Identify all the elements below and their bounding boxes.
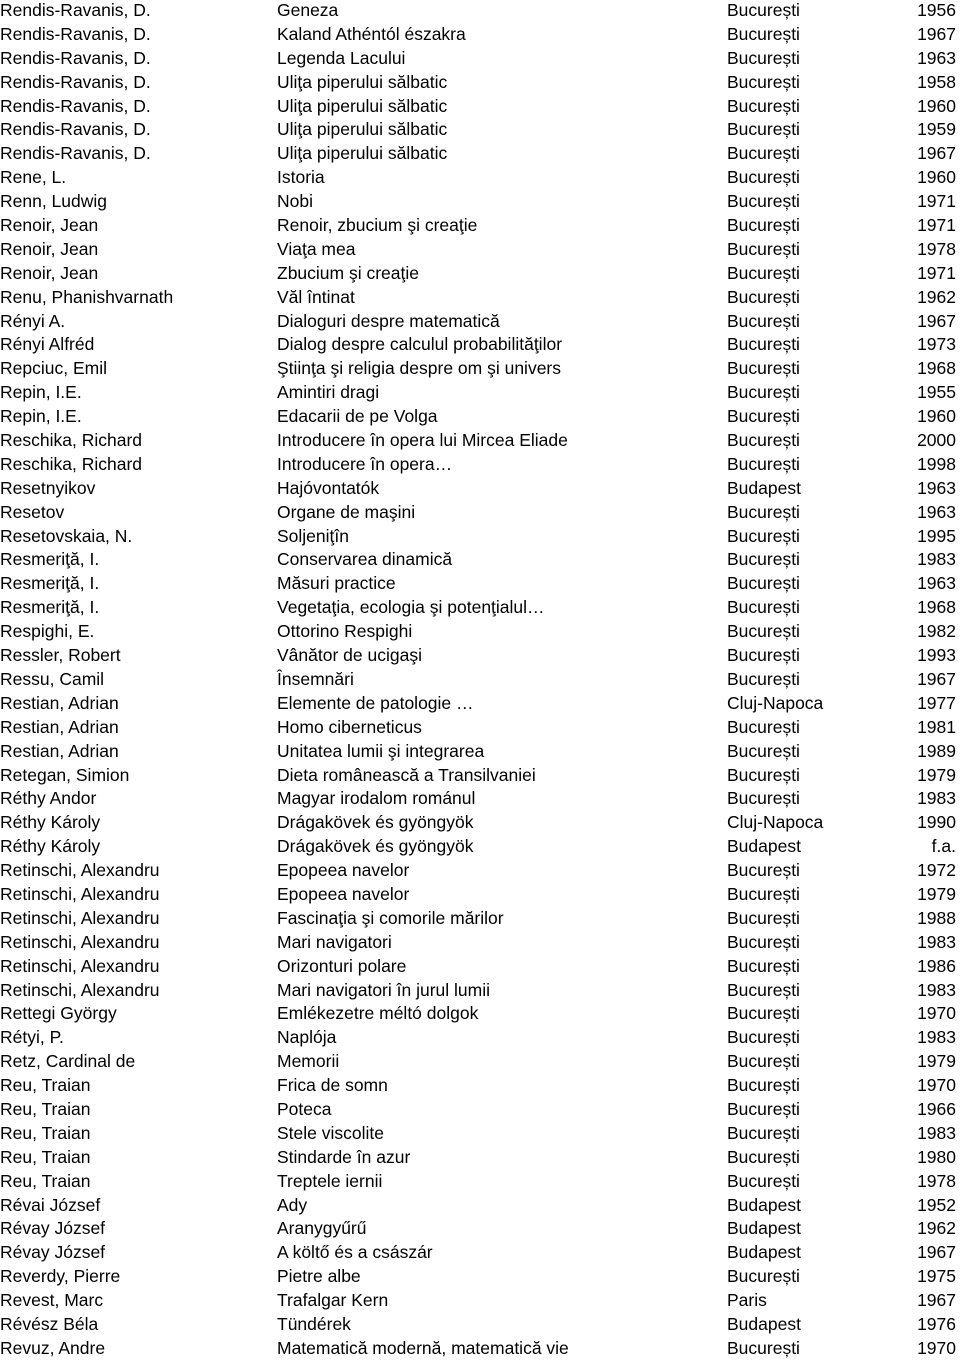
year-cell: 1983 xyxy=(917,931,956,952)
year-cell: 1963 xyxy=(917,47,956,68)
title-cell: Uliţa piperului sălbatic xyxy=(277,95,448,116)
city-cell: București xyxy=(727,645,800,666)
title-cell: Dialog despre calculul probabilităţilor xyxy=(277,334,563,355)
year-cell: 1967 xyxy=(917,1242,956,1263)
title-cell: Soljeniţîn xyxy=(277,525,349,546)
year-cell: 1955 xyxy=(917,382,956,403)
title-cell: Geneza xyxy=(277,0,339,20)
year-cell: 1960 xyxy=(917,167,956,188)
table-row xyxy=(0,765,960,789)
author-cell: Révai József xyxy=(0,1194,101,1215)
title-cell: Edacarii de pe Volga xyxy=(277,406,438,427)
author-cell: Resmeriţă, I. xyxy=(0,549,100,570)
author-cell: Revest, Marc xyxy=(0,1290,104,1311)
author-cell: Retinschi, Alexandru xyxy=(0,907,160,928)
city-cell: București xyxy=(727,1003,800,1024)
author-cell: Rétyi, P. xyxy=(0,1027,64,1048)
author-cell: Reverdy, Pierre xyxy=(0,1266,121,1287)
author-cell: Renu, Phanishvarnath xyxy=(0,286,174,307)
title-cell: Kaland Athéntól északra xyxy=(277,23,466,44)
title-cell: Ştiinţa şi religia despre om şi univers xyxy=(277,358,562,379)
title-cell: Pietre albe xyxy=(277,1266,361,1287)
table-row xyxy=(0,96,960,120)
city-cell: Paris xyxy=(727,1290,767,1311)
city-cell: București xyxy=(727,1027,800,1048)
table-row xyxy=(0,932,960,956)
city-cell: București xyxy=(727,1098,800,1119)
author-cell: Renoir, Jean xyxy=(0,238,99,259)
author-cell: Respighi, E. xyxy=(0,621,95,642)
title-cell: Homo ciberneticus xyxy=(277,716,422,737)
year-cell: 1979 xyxy=(917,1051,956,1072)
title-cell: Elemente de patologie … xyxy=(277,692,474,713)
title-cell: Nobi xyxy=(277,191,313,212)
title-cell: Amintiri dragi xyxy=(277,382,380,403)
author-cell: Resetovskaia, N. xyxy=(0,525,133,546)
author-cell: Reu, Traian xyxy=(0,1075,91,1096)
city-cell: Cluj-Napoca xyxy=(727,812,824,833)
city-cell: București xyxy=(727,95,800,116)
table-row xyxy=(0,430,960,454)
title-cell: Introducere în opera… xyxy=(277,453,453,474)
author-cell: Ressler, Robert xyxy=(0,645,121,666)
city-cell: București xyxy=(727,71,800,92)
table-row xyxy=(0,287,960,311)
year-cell: 1979 xyxy=(917,764,956,785)
author-cell: Révay József xyxy=(0,1242,106,1263)
table-row xyxy=(0,24,960,48)
author-cell: Resmeriţă, I. xyxy=(0,573,100,594)
table-row xyxy=(0,884,960,908)
table-row xyxy=(0,1099,960,1123)
year-cell: 1979 xyxy=(917,883,956,904)
author-cell: Resetov xyxy=(0,501,65,522)
table-row xyxy=(0,119,960,143)
title-cell: Trafalgar Kern xyxy=(277,1290,389,1311)
author-cell: Restian, Adrian xyxy=(0,716,119,737)
city-cell: București xyxy=(727,286,800,307)
title-cell: Drágakövek és gyöngyök xyxy=(277,836,474,857)
table-row xyxy=(0,334,960,358)
author-cell: Renn, Ludwig xyxy=(0,191,108,212)
year-cell: 1959 xyxy=(917,119,956,140)
year-cell: 1968 xyxy=(917,358,956,379)
city-cell: București xyxy=(727,119,800,140)
year-cell: 1967 xyxy=(917,23,956,44)
title-cell: Vegetaţia, ecologia şi potenţialul… xyxy=(277,597,545,618)
author-cell: Repciuc, Emil xyxy=(0,358,107,379)
title-cell: Legenda Lacului xyxy=(277,47,406,68)
table-row xyxy=(0,478,960,502)
year-cell: 1973 xyxy=(917,334,956,355)
table-row xyxy=(0,1003,960,1027)
year-cell: 1981 xyxy=(917,716,956,737)
year-cell: 1977 xyxy=(917,692,956,713)
year-cell: 1983 xyxy=(917,788,956,809)
title-cell: Introducere în opera lui Mircea Eliade xyxy=(277,430,568,451)
table-row xyxy=(0,1075,960,1099)
city-cell: București xyxy=(727,764,800,785)
table-row xyxy=(0,526,960,550)
author-cell: Reu, Traian xyxy=(0,1098,91,1119)
title-cell: Vânător de ucigaşi xyxy=(277,645,422,666)
city-cell: București xyxy=(727,668,800,689)
table-row xyxy=(0,741,960,765)
table-row xyxy=(0,1123,960,1147)
year-cell: 1962 xyxy=(917,286,956,307)
author-cell: Rényi Alfréd xyxy=(0,334,95,355)
title-cell: Dieta românească a Transilvaniei xyxy=(277,764,536,785)
city-cell: București xyxy=(727,860,800,881)
title-cell: Treptele iernii xyxy=(277,1170,383,1191)
city-cell: București xyxy=(727,47,800,68)
city-cell: București xyxy=(727,931,800,952)
table-row xyxy=(0,621,960,645)
title-cell: A költő és a császár xyxy=(277,1242,433,1263)
year-cell: 1960 xyxy=(917,406,956,427)
title-cell: Măsuri practice xyxy=(277,573,396,594)
author-cell: Rendis-Ravanis, D. xyxy=(0,71,151,92)
table-row xyxy=(0,645,960,669)
author-cell: Retinschi, Alexandru xyxy=(0,860,160,881)
title-cell: Frica de somn xyxy=(277,1075,388,1096)
author-cell: Rendis-Ravanis, D. xyxy=(0,47,151,68)
table-row xyxy=(0,239,960,263)
author-cell: Rendis-Ravanis, D. xyxy=(0,119,151,140)
author-cell: Rettegi György xyxy=(0,1003,117,1024)
city-cell: București xyxy=(727,310,800,331)
city-cell: București xyxy=(727,621,800,642)
year-cell: 1993 xyxy=(917,645,956,666)
author-cell: Reu, Traian xyxy=(0,1122,91,1143)
title-cell: Aranygyűrű xyxy=(277,1218,367,1239)
city-cell: București xyxy=(727,788,800,809)
table-row xyxy=(0,311,960,335)
table-row xyxy=(0,597,960,621)
year-cell: 1990 xyxy=(917,812,956,833)
city-cell: București xyxy=(727,955,800,976)
year-cell: f.a. xyxy=(931,836,956,857)
city-cell: București xyxy=(727,1051,800,1072)
title-cell: Uliţa piperului sălbatic xyxy=(277,119,448,140)
table-row xyxy=(0,263,960,287)
author-cell: Révay József xyxy=(0,1218,106,1239)
city-cell: București xyxy=(727,0,800,20)
table-row xyxy=(0,167,960,191)
city-cell: București xyxy=(727,716,800,737)
title-cell: Mari navigatori xyxy=(277,931,392,952)
year-cell: 1963 xyxy=(917,501,956,522)
author-cell: Retinschi, Alexandru xyxy=(0,955,160,976)
year-cell: 1988 xyxy=(917,907,956,928)
title-cell: Magyar irodalom románul xyxy=(277,788,476,809)
city-cell: București xyxy=(727,597,800,618)
table-row xyxy=(0,812,960,836)
city-cell: Budapest xyxy=(727,1242,801,1263)
author-cell: Retegan, Simion xyxy=(0,764,130,785)
city-cell: București xyxy=(727,1170,800,1191)
author-cell: Restian, Adrian xyxy=(0,740,119,761)
table-row xyxy=(0,1314,960,1338)
author-cell: Rendis-Ravanis, D. xyxy=(0,23,151,44)
table-row xyxy=(0,48,960,72)
year-cell: 1967 xyxy=(917,143,956,164)
city-cell: București xyxy=(727,191,800,212)
author-cell: Retinschi, Alexandru xyxy=(0,931,160,952)
title-cell: Istoria xyxy=(277,167,325,188)
year-cell: 1963 xyxy=(917,477,956,498)
author-cell: Reu, Traian xyxy=(0,1146,91,1167)
table-row xyxy=(0,1338,960,1362)
year-cell: 2000 xyxy=(917,430,956,451)
city-cell: București xyxy=(727,573,800,594)
year-cell: 1983 xyxy=(917,979,956,1000)
author-cell: Rényi A. xyxy=(0,310,66,331)
city-cell: București xyxy=(727,358,800,379)
city-cell: Budapest xyxy=(727,1218,801,1239)
title-cell: Uliţa piperului sălbatic xyxy=(277,143,448,164)
city-cell: Budapest xyxy=(727,836,801,857)
table-row xyxy=(0,1266,960,1290)
table-row xyxy=(0,1051,960,1075)
table-row xyxy=(0,358,960,382)
author-cell: Reschika, Richard xyxy=(0,453,142,474)
table-row xyxy=(0,406,960,430)
author-cell: Renoir, Jean xyxy=(0,215,99,236)
title-cell: Unitatea lumii şi integrarea xyxy=(277,740,485,761)
city-cell: Budapest xyxy=(727,1194,801,1215)
city-cell: Budapest xyxy=(727,477,801,498)
year-cell: 1970 xyxy=(917,1003,956,1024)
title-cell: Hajóvontatók xyxy=(277,477,380,498)
city-cell: București xyxy=(727,215,800,236)
author-cell: Resmeriţă, I. xyxy=(0,597,100,618)
table-row xyxy=(0,573,960,597)
year-cell: 1983 xyxy=(917,549,956,570)
year-cell: 1971 xyxy=(917,191,956,212)
table-row xyxy=(0,1290,960,1314)
year-cell: 1980 xyxy=(917,1146,956,1167)
title-cell: Renoir, zbucium şi creaţie xyxy=(277,215,478,236)
table-row xyxy=(0,549,960,573)
city-cell: București xyxy=(727,883,800,904)
table-row xyxy=(0,788,960,812)
table-row xyxy=(0,980,960,1004)
author-cell: Restian, Adrian xyxy=(0,692,119,713)
city-cell: București xyxy=(727,406,800,427)
title-cell: Epopeea navelor xyxy=(277,860,410,881)
title-cell: Matematică modernă, matematică vie xyxy=(277,1337,569,1358)
year-cell: 1983 xyxy=(917,1122,956,1143)
author-cell: Repin, I.E. xyxy=(0,382,82,403)
author-cell: Rendis-Ravanis, D. xyxy=(0,95,151,116)
author-cell: Reschika, Richard xyxy=(0,430,142,451)
title-cell: Uliţa piperului sălbatic xyxy=(277,71,448,92)
year-cell: 1963 xyxy=(917,573,956,594)
city-cell: București xyxy=(727,143,800,164)
title-cell: Însemnări xyxy=(277,668,354,689)
year-cell: 1986 xyxy=(917,955,956,976)
title-cell: Ottorino Respighi xyxy=(277,621,413,642)
title-cell: Văl întinat xyxy=(277,286,355,307)
city-cell: București xyxy=(727,740,800,761)
table-row xyxy=(0,836,960,860)
author-cell: Repin, I.E. xyxy=(0,406,82,427)
year-cell: 1976 xyxy=(917,1313,956,1334)
table-row xyxy=(0,0,960,24)
author-cell: Revuz, Andre xyxy=(0,1337,106,1358)
table-row xyxy=(0,502,960,526)
table-row xyxy=(0,1171,960,1195)
year-cell: 1989 xyxy=(917,740,956,761)
city-cell: București xyxy=(727,1146,800,1167)
table-row xyxy=(0,1218,960,1242)
year-cell: 1956 xyxy=(917,0,956,20)
author-cell: Rene, L. xyxy=(0,167,67,188)
title-cell: Memorii xyxy=(277,1051,340,1072)
title-cell: Naplója xyxy=(277,1027,337,1048)
city-cell: București xyxy=(727,453,800,474)
title-cell: Orizonturi polare xyxy=(277,955,407,976)
city-cell: București xyxy=(727,1122,800,1143)
year-cell: 1982 xyxy=(917,621,956,642)
table-row xyxy=(0,1195,960,1219)
table-row xyxy=(0,1027,960,1051)
year-cell: 1971 xyxy=(917,262,956,283)
author-cell: Rendis-Ravanis, D. xyxy=(0,143,151,164)
year-cell: 1962 xyxy=(917,1218,956,1239)
city-cell: Budapest xyxy=(727,1313,801,1334)
city-cell: București xyxy=(727,979,800,1000)
title-cell: Drágakövek és gyöngyök xyxy=(277,812,474,833)
year-cell: 1998 xyxy=(917,453,956,474)
year-cell: 1958 xyxy=(917,71,956,92)
city-cell: București xyxy=(727,167,800,188)
year-cell: 1967 xyxy=(917,1290,956,1311)
year-cell: 1970 xyxy=(917,1337,956,1358)
title-cell: Poteca xyxy=(277,1098,332,1119)
table-row xyxy=(0,1242,960,1266)
author-cell: Resetnyikov xyxy=(0,477,96,498)
table-row xyxy=(0,693,960,717)
title-cell: Zbucium şi creaţie xyxy=(277,262,419,283)
city-cell: București xyxy=(727,262,800,283)
table-row xyxy=(0,956,960,980)
city-cell: București xyxy=(727,1337,800,1358)
year-cell: 1967 xyxy=(917,668,956,689)
city-cell: Cluj-Napoca xyxy=(727,692,824,713)
title-cell: Epopeea navelor xyxy=(277,883,410,904)
author-cell: Révész Béla xyxy=(0,1313,99,1334)
city-cell: București xyxy=(727,334,800,355)
table-row xyxy=(0,143,960,167)
title-cell: Tündérek xyxy=(277,1313,351,1334)
city-cell: București xyxy=(727,238,800,259)
year-cell: 1978 xyxy=(917,1170,956,1191)
title-cell: Organe de maşini xyxy=(277,501,416,522)
author-cell: Ressu, Camil xyxy=(0,668,105,689)
year-cell: 1995 xyxy=(917,525,956,546)
city-cell: București xyxy=(727,23,800,44)
table-row xyxy=(0,908,960,932)
title-cell: Emlékezetre méltó dolgok xyxy=(277,1003,479,1024)
author-cell: Retinschi, Alexandru xyxy=(0,979,160,1000)
table-row xyxy=(0,860,960,884)
year-cell: 1983 xyxy=(917,1027,956,1048)
year-cell: 1970 xyxy=(917,1075,956,1096)
year-cell: 1967 xyxy=(917,310,956,331)
city-cell: București xyxy=(727,501,800,522)
author-cell: Retinschi, Alexandru xyxy=(0,883,160,904)
year-cell: 1971 xyxy=(917,215,956,236)
table-row xyxy=(0,1147,960,1171)
city-cell: București xyxy=(727,907,800,928)
author-cell: Réthy Andor xyxy=(0,788,97,809)
title-cell: Conservarea dinamică xyxy=(277,549,453,570)
title-cell: Mari navigatori în jurul lumii xyxy=(277,979,490,1000)
table-row xyxy=(0,191,960,215)
title-cell: Viaţa mea xyxy=(277,238,356,259)
year-cell: 1952 xyxy=(917,1194,956,1215)
city-cell: București xyxy=(727,525,800,546)
title-cell: Dialoguri despre matematică xyxy=(277,310,500,331)
table-row xyxy=(0,72,960,96)
city-cell: București xyxy=(727,1075,800,1096)
year-cell: 1972 xyxy=(917,860,956,881)
table-row xyxy=(0,382,960,406)
year-cell: 1968 xyxy=(917,597,956,618)
title-cell: Ady xyxy=(277,1194,308,1215)
city-cell: București xyxy=(727,430,800,451)
author-cell: Retz, Cardinal de xyxy=(0,1051,136,1072)
author-cell: Reu, Traian xyxy=(0,1170,91,1191)
table-row xyxy=(0,669,960,693)
year-cell: 1978 xyxy=(917,238,956,259)
table-row xyxy=(0,717,960,741)
city-cell: București xyxy=(727,549,800,570)
table-row xyxy=(0,454,960,478)
year-cell: 1975 xyxy=(917,1266,956,1287)
title-cell: Stele viscolite xyxy=(277,1122,384,1143)
title-cell: Stindarde în azur xyxy=(277,1146,411,1167)
author-cell: Renoir, Jean xyxy=(0,262,99,283)
city-cell: București xyxy=(727,1266,800,1287)
year-cell: 1960 xyxy=(917,95,956,116)
city-cell: București xyxy=(727,382,800,403)
title-cell: Fascinaţia şi comorile mărilor xyxy=(277,907,504,928)
author-cell: Réthy Károly xyxy=(0,812,101,833)
author-cell: Réthy Károly xyxy=(0,836,101,857)
author-cell: Rendis-Ravanis, D. xyxy=(0,0,151,20)
year-cell: 1966 xyxy=(917,1098,956,1119)
table-row xyxy=(0,215,960,239)
